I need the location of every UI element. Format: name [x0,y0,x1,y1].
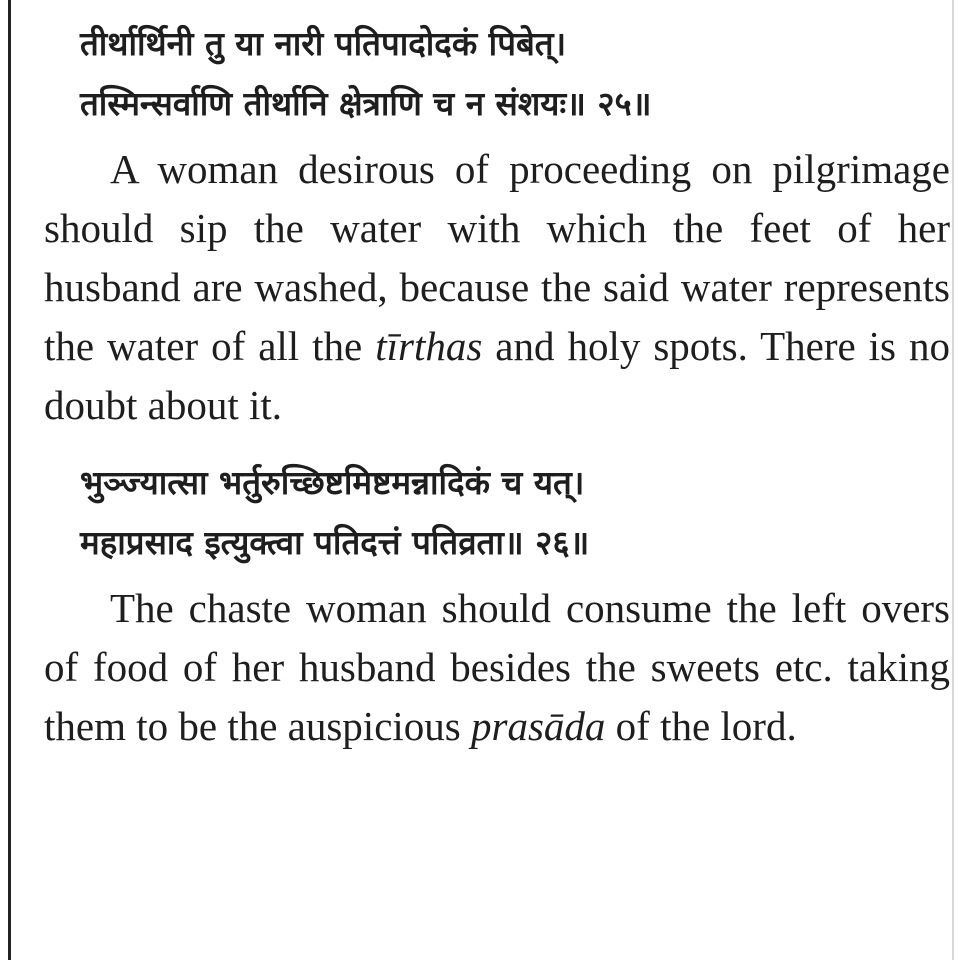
translation-26-text-end: of the lord. [605,703,797,749]
translation-25-text: A woman desirous of proceeding on pilgrimage should sip the water with which the feet of her husband are washed, because the said water represents the water of all the [44,146,950,369]
verse-25-line-2: तस्मिन्सर्वाणि तीर्थानि क्षेत्राणि च न संशयः॥ २५॥ [80,84,652,123]
page-content [44,14,950,756]
translation-25-text-end: and holy spots. There is no doubt about it. [44,323,950,428]
page-edge-shadow [952,0,954,960]
translation-26-italic-term: prasāda [471,703,606,749]
page-edge-rule [8,0,11,960]
verse-26 [44,453,950,573]
translation-26 [44,579,950,756]
verse-26-line-2: महाप्रसाद इत्युक्त्वा पतिदत्तं पतिव्रता॥ २६॥ [80,523,590,562]
verse-25-line-1: तीर्थार्थिनी तु या नारी पतिपादोदकं पिबेत्। [80,24,567,63]
translation-25-italic-term: tīrthas [375,323,483,369]
verse-26-line-1: भुञ्ज्यात्सा भर्तुरुच्छिष्टमिष्टमन्नादिकं च यत्। [80,463,585,502]
translation-25 [44,140,950,435]
translation-26-text: The chaste woman should consume the left overs of food of her husband besides the sweets etc. taking them to be the auspicious [44,585,950,749]
verse-25 [44,14,950,134]
